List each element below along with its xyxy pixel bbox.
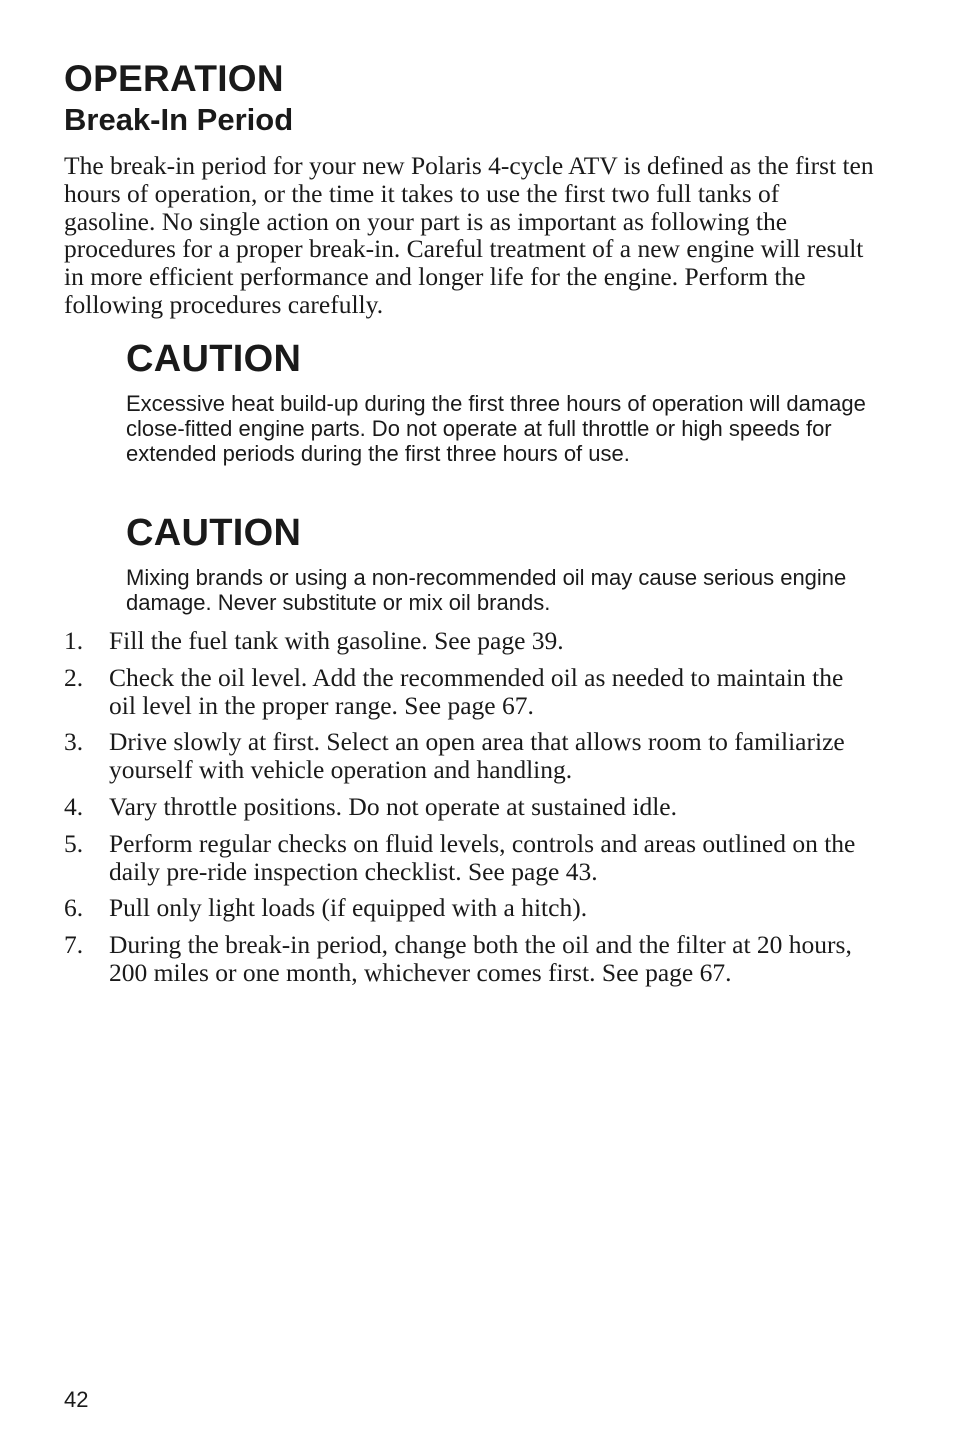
step-text: Fill the fuel tank with gasoline. See page 39.	[109, 626, 564, 655]
step-text: Check the oil level. Add the recommended oil as needed to maintain the oil level in the proper range. See page 67.	[109, 662, 844, 720]
step-text: During the break-in period, change both the oil and the filter at 20 hours, 200 miles or one month, whichever comes first. See page 67.	[109, 930, 852, 987]
caution-text: Mixing brands or using a non-recommended oil may cause serious engine damage. Never substitute or mix oil brands.	[126, 565, 847, 616]
list-item	[64, 931, 864, 987]
break-in-steps-list	[64, 627, 864, 996]
caution-heading: CAUTION	[126, 338, 302, 380]
step-number: 3.	[64, 727, 84, 757]
list-item	[64, 728, 864, 784]
intro-paragraph: The break-in period for your new Polaris 4-cycle ATV is defined as the first ten hours of operation, or the time it takes to use the first two full tanks of gasoline. No single action on your part is as important as following the procedures for a proper break-in. Careful treatment of a new engine will result in more efficient performance and longer life for the engine. Perform the following procedures carefully.	[64, 151, 874, 319]
caution-text: Excessive heat build-up during the first three hours of operation will damage close-fitted engine parts. Do not operate at full throttle or high speeds for extended periods during the first three hours of use.	[126, 391, 866, 467]
step-number: 6.	[64, 893, 84, 923]
list-item	[64, 793, 864, 821]
list-item	[64, 894, 864, 922]
step-number: 4.	[64, 791, 84, 821]
step-text: Vary throttle positions. Do not operate at sustained idle.	[109, 791, 677, 821]
step-number: 7.	[64, 930, 84, 960]
step-text: Drive slowly at first. Select an open area that allows room to familiarize yourself with vehicle operation and handling.	[109, 727, 845, 785]
list-item	[64, 664, 864, 720]
step-text: Pull only light loads (if equipped with a hitch).	[109, 893, 588, 923]
caution-heading: CAUTION	[126, 512, 302, 554]
page-number: 42	[64, 1387, 89, 1412]
step-number: 5.	[64, 828, 84, 858]
step-number: 1.	[64, 626, 84, 655]
chapter-title: OPERATION	[64, 58, 284, 99]
section-title: Break-In Period	[64, 102, 294, 137]
list-item	[64, 627, 864, 655]
step-text: Perform regular checks on fluid levels, controls and areas outlined on the daily pre-ride inspection checklist. See page 43.	[109, 828, 856, 886]
step-number: 2.	[64, 662, 84, 692]
list-item	[64, 830, 864, 886]
